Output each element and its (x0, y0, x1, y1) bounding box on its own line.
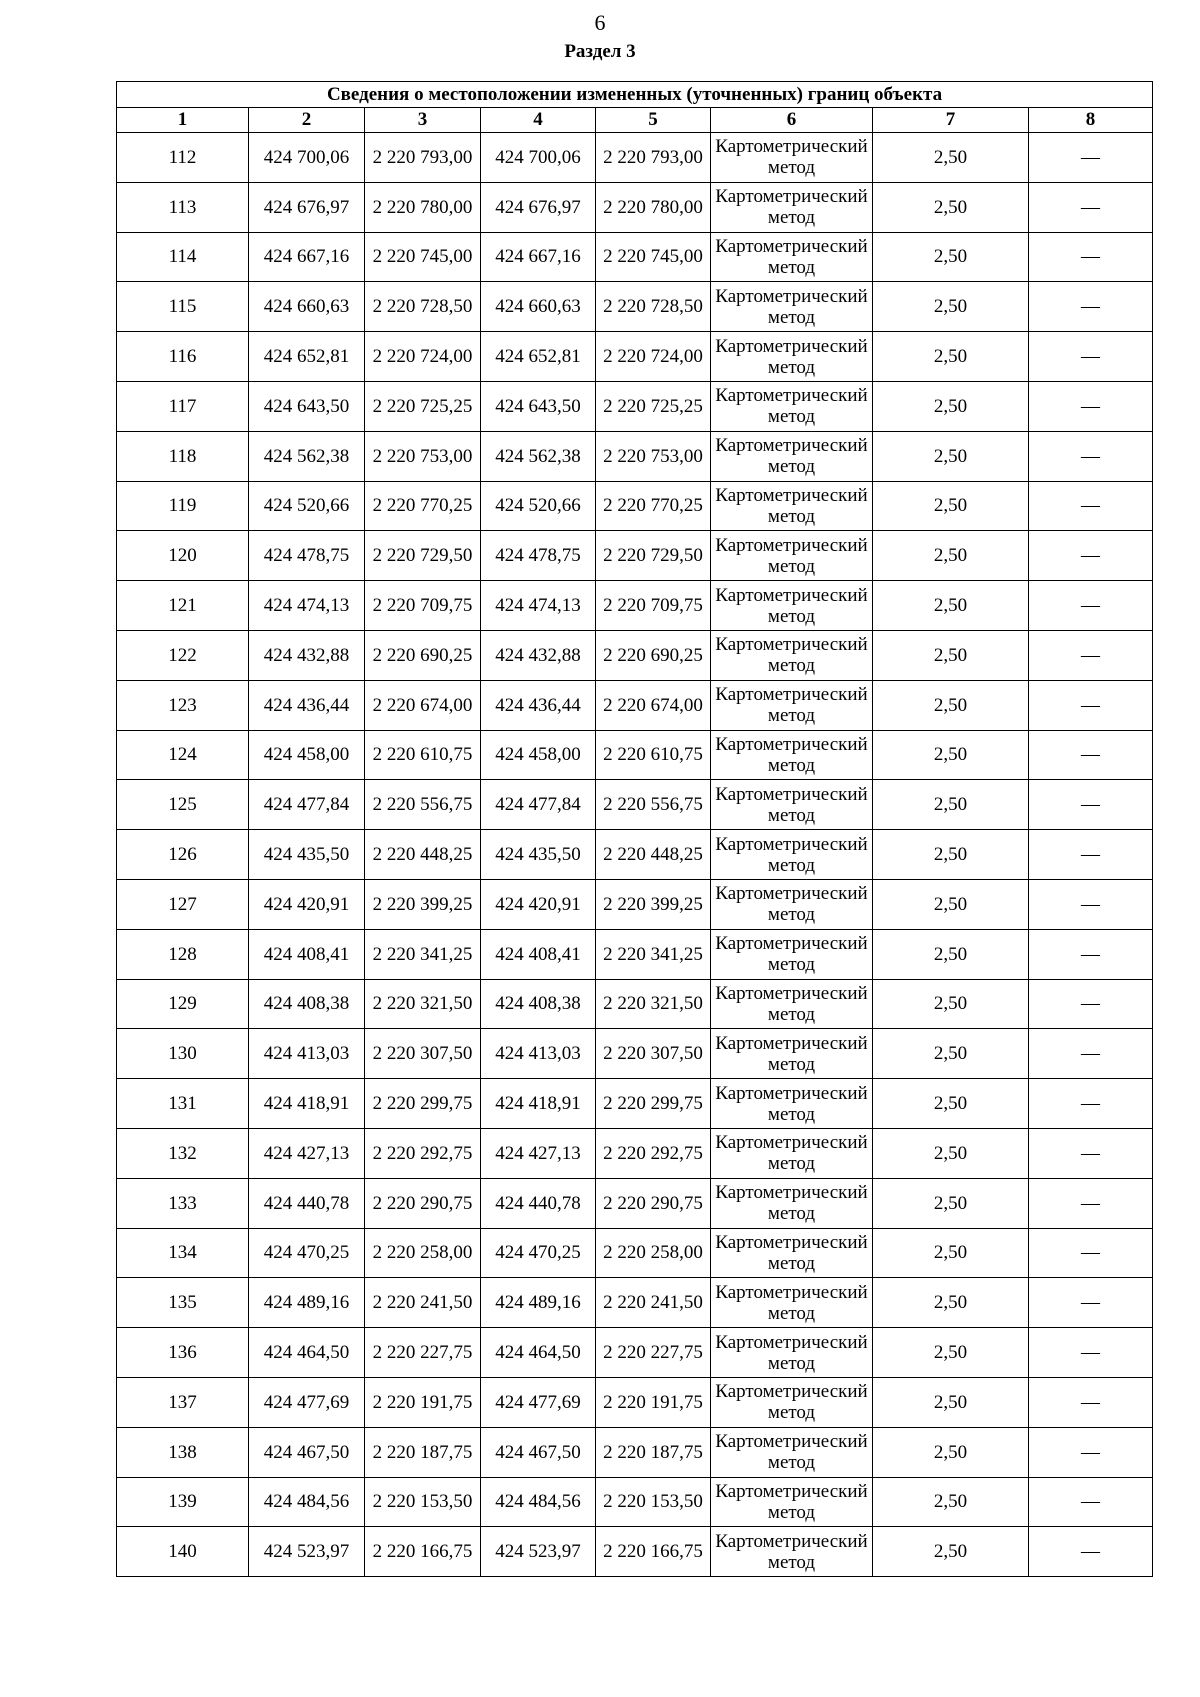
method-cell: Картометрический метод (711, 780, 873, 830)
refined-y-cell: 2 220 724,00 (596, 332, 711, 382)
existing-y-cell: 2 220 725,25 (365, 381, 481, 431)
existing-x-cell: 424 418,91 (249, 1079, 365, 1129)
refined-x-cell: 424 643,50 (481, 381, 596, 431)
accuracy-cell: 2,50 (873, 1527, 1029, 1577)
refined-x-cell: 424 436,44 (481, 680, 596, 730)
method-cell: Картометрический метод (711, 531, 873, 581)
existing-x-cell: 424 478,75 (249, 531, 365, 581)
refined-y-cell: 2 220 341,25 (596, 929, 711, 979)
table-row (117, 780, 1153, 830)
existing-y-cell: 2 220 770,25 (365, 481, 481, 531)
note-cell: — (1029, 680, 1153, 730)
table-row (117, 531, 1153, 581)
existing-x-cell: 424 652,81 (249, 332, 365, 382)
refined-x-cell: 424 667,16 (481, 232, 596, 282)
table-row (117, 1527, 1153, 1577)
table-row (117, 1029, 1153, 1079)
table-row (117, 282, 1153, 332)
point-number-cell: 131 (117, 1079, 249, 1129)
existing-x-cell: 424 676,97 (249, 182, 365, 232)
accuracy-cell: 2,50 (873, 232, 1029, 282)
accuracy-cell: 2,50 (873, 431, 1029, 481)
existing-y-cell: 2 220 399,25 (365, 879, 481, 929)
existing-x-cell: 424 643,50 (249, 381, 365, 431)
accuracy-cell: 2,50 (873, 182, 1029, 232)
table-row (117, 431, 1153, 481)
method-cell: Картометрический метод (711, 1278, 873, 1328)
existing-y-cell: 2 220 166,75 (365, 1527, 481, 1577)
existing-y-cell: 2 220 321,50 (365, 979, 481, 1029)
note-cell: — (1029, 1477, 1153, 1527)
table-row (117, 332, 1153, 382)
method-cell: Картометрический метод (711, 1527, 873, 1577)
existing-y-cell: 2 220 556,75 (365, 780, 481, 830)
existing-y-cell: 2 220 299,75 (365, 1079, 481, 1129)
note-cell: — (1029, 332, 1153, 382)
table-row (117, 1278, 1153, 1328)
refined-y-cell: 2 220 793,00 (596, 133, 711, 183)
accuracy-cell: 2,50 (873, 381, 1029, 431)
method-cell: Картометрический метод (711, 929, 873, 979)
accuracy-cell: 2,50 (873, 1427, 1029, 1477)
refined-x-cell: 424 413,03 (481, 1029, 596, 1079)
note-cell: — (1029, 1228, 1153, 1278)
table-caption: Сведения о местоположении измененных (уточненных) границ объекта (117, 82, 1153, 108)
table-row (117, 1079, 1153, 1129)
existing-y-cell: 2 220 690,25 (365, 630, 481, 680)
accuracy-cell: 2,50 (873, 282, 1029, 332)
point-number-cell: 136 (117, 1328, 249, 1378)
accuracy-cell: 2,50 (873, 1128, 1029, 1178)
note-cell: — (1029, 879, 1153, 929)
table-row (117, 1477, 1153, 1527)
refined-x-cell: 424 435,50 (481, 830, 596, 880)
method-cell: Картометрический метод (711, 481, 873, 531)
existing-y-cell: 2 220 793,00 (365, 133, 481, 183)
column-number-row (117, 108, 1153, 133)
point-number-cell: 118 (117, 431, 249, 481)
table-row (117, 680, 1153, 730)
method-cell: Картометрический метод (711, 830, 873, 880)
method-cell: Картометрический метод (711, 232, 873, 282)
accuracy-cell: 2,50 (873, 780, 1029, 830)
refined-x-cell: 424 520,66 (481, 481, 596, 531)
refined-x-cell: 424 470,25 (481, 1228, 596, 1278)
note-cell: — (1029, 780, 1153, 830)
method-cell: Картометрический метод (711, 1128, 873, 1178)
refined-y-cell: 2 220 307,50 (596, 1029, 711, 1079)
refined-y-cell: 2 220 745,00 (596, 232, 711, 282)
existing-x-cell: 424 474,13 (249, 581, 365, 631)
refined-x-cell: 424 458,00 (481, 730, 596, 780)
accuracy-cell: 2,50 (873, 1328, 1029, 1378)
refined-x-cell: 424 700,06 (481, 133, 596, 183)
existing-y-cell: 2 220 674,00 (365, 680, 481, 730)
existing-x-cell: 424 489,16 (249, 1278, 365, 1328)
existing-x-cell: 424 435,50 (249, 830, 365, 880)
existing-x-cell: 424 436,44 (249, 680, 365, 730)
column-number: 8 (1029, 108, 1153, 133)
column-number: 1 (117, 108, 249, 133)
point-number-cell: 138 (117, 1427, 249, 1477)
existing-x-cell: 424 464,50 (249, 1328, 365, 1378)
point-number-cell: 140 (117, 1527, 249, 1577)
method-cell: Картометрический метод (711, 1477, 873, 1527)
existing-y-cell: 2 220 724,00 (365, 332, 481, 382)
method-cell: Картометрический метод (711, 1228, 873, 1278)
note-cell: — (1029, 1029, 1153, 1079)
accuracy-cell: 2,50 (873, 680, 1029, 730)
existing-y-cell: 2 220 610,75 (365, 730, 481, 780)
note-cell: — (1029, 1527, 1153, 1577)
column-number: 6 (711, 108, 873, 133)
table-row (117, 979, 1153, 1029)
accuracy-cell: 2,50 (873, 1377, 1029, 1427)
note-cell: — (1029, 630, 1153, 680)
table-row (117, 481, 1153, 531)
note-cell: — (1029, 830, 1153, 880)
refined-x-cell: 424 489,16 (481, 1278, 596, 1328)
existing-x-cell: 424 440,78 (249, 1178, 365, 1228)
refined-y-cell: 2 220 674,00 (596, 680, 711, 730)
refined-y-cell: 2 220 299,75 (596, 1079, 711, 1129)
accuracy-cell: 2,50 (873, 1278, 1029, 1328)
existing-x-cell: 424 660,63 (249, 282, 365, 332)
refined-x-cell: 424 652,81 (481, 332, 596, 382)
refined-y-cell: 2 220 780,00 (596, 182, 711, 232)
note-cell: — (1029, 929, 1153, 979)
existing-y-cell: 2 220 153,50 (365, 1477, 481, 1527)
table-row (117, 1128, 1153, 1178)
accuracy-cell: 2,50 (873, 1477, 1029, 1527)
accuracy-cell: 2,50 (873, 481, 1029, 531)
refined-x-cell: 424 408,41 (481, 929, 596, 979)
existing-x-cell: 424 470,25 (249, 1228, 365, 1278)
point-number-cell: 117 (117, 381, 249, 431)
note-cell: — (1029, 730, 1153, 780)
existing-y-cell: 2 220 292,75 (365, 1128, 481, 1178)
accuracy-cell: 2,50 (873, 1079, 1029, 1129)
accuracy-cell: 2,50 (873, 879, 1029, 929)
existing-x-cell: 424 458,00 (249, 730, 365, 780)
table-row (117, 1178, 1153, 1228)
accuracy-cell: 2,50 (873, 1178, 1029, 1228)
refined-x-cell: 424 432,88 (481, 630, 596, 680)
method-cell: Картометрический метод (711, 431, 873, 481)
accuracy-cell: 2,50 (873, 133, 1029, 183)
method-cell: Картометрический метод (711, 581, 873, 631)
table-row (117, 182, 1153, 232)
table-row (117, 1228, 1153, 1278)
point-number-cell: 137 (117, 1377, 249, 1427)
method-cell: Картометрический метод (711, 730, 873, 780)
existing-x-cell: 424 700,06 (249, 133, 365, 183)
refined-y-cell: 2 220 770,25 (596, 481, 711, 531)
existing-y-cell: 2 220 728,50 (365, 282, 481, 332)
refined-x-cell: 424 440,78 (481, 1178, 596, 1228)
refined-y-cell: 2 220 399,25 (596, 879, 711, 929)
accuracy-cell: 2,50 (873, 1029, 1029, 1079)
point-number-cell: 133 (117, 1178, 249, 1228)
existing-x-cell: 424 420,91 (249, 879, 365, 929)
point-number-cell: 124 (117, 730, 249, 780)
note-cell: — (1029, 133, 1153, 183)
refined-x-cell: 424 478,75 (481, 531, 596, 581)
refined-x-cell: 424 418,91 (481, 1079, 596, 1129)
column-number: 7 (873, 108, 1029, 133)
point-number-cell: 114 (117, 232, 249, 282)
method-cell: Картометрический метод (711, 1328, 873, 1378)
method-cell: Картометрический метод (711, 133, 873, 183)
accuracy-cell: 2,50 (873, 581, 1029, 631)
existing-x-cell: 424 408,41 (249, 929, 365, 979)
point-number-cell: 126 (117, 830, 249, 880)
table-row (117, 232, 1153, 282)
existing-x-cell: 424 467,50 (249, 1427, 365, 1477)
existing-y-cell: 2 220 191,75 (365, 1377, 481, 1427)
refined-y-cell: 2 220 728,50 (596, 282, 711, 332)
existing-y-cell: 2 220 258,00 (365, 1228, 481, 1278)
point-number-cell: 122 (117, 630, 249, 680)
point-number-cell: 129 (117, 979, 249, 1029)
refined-y-cell: 2 220 556,75 (596, 780, 711, 830)
refined-y-cell: 2 220 153,50 (596, 1477, 711, 1527)
method-cell: Картометрический метод (711, 1427, 873, 1477)
table-caption-row (117, 82, 1153, 108)
existing-x-cell: 424 484,56 (249, 1477, 365, 1527)
refined-y-cell: 2 220 292,75 (596, 1128, 711, 1178)
point-number-cell: 119 (117, 481, 249, 531)
refined-x-cell: 424 474,13 (481, 581, 596, 631)
note-cell: — (1029, 979, 1153, 1029)
existing-x-cell: 424 413,03 (249, 1029, 365, 1079)
point-number-cell: 128 (117, 929, 249, 979)
existing-x-cell: 424 520,66 (249, 481, 365, 531)
note-cell: — (1029, 431, 1153, 481)
column-number: 4 (481, 108, 596, 133)
point-number-cell: 123 (117, 680, 249, 730)
accuracy-cell: 2,50 (873, 979, 1029, 1029)
existing-x-cell: 424 427,13 (249, 1128, 365, 1178)
column-number: 2 (249, 108, 365, 133)
existing-y-cell: 2 220 241,50 (365, 1278, 481, 1328)
existing-y-cell: 2 220 290,75 (365, 1178, 481, 1228)
existing-y-cell: 2 220 753,00 (365, 431, 481, 481)
note-cell: — (1029, 1377, 1153, 1427)
refined-y-cell: 2 220 187,75 (596, 1427, 711, 1477)
method-cell: Картометрический метод (711, 1377, 873, 1427)
refined-y-cell: 2 220 191,75 (596, 1377, 711, 1427)
point-number-cell: 139 (117, 1477, 249, 1527)
accuracy-cell: 2,50 (873, 1228, 1029, 1278)
existing-x-cell: 424 667,16 (249, 232, 365, 282)
point-number-cell: 120 (117, 531, 249, 581)
existing-x-cell: 424 477,84 (249, 780, 365, 830)
table-row (117, 929, 1153, 979)
point-number-cell: 125 (117, 780, 249, 830)
refined-y-cell: 2 220 709,75 (596, 581, 711, 631)
point-number-cell: 132 (117, 1128, 249, 1178)
existing-y-cell: 2 220 448,25 (365, 830, 481, 880)
table-body (117, 133, 1153, 1577)
refined-y-cell: 2 220 241,50 (596, 1278, 711, 1328)
method-cell: Картометрический метод (711, 1029, 873, 1079)
refined-y-cell: 2 220 729,50 (596, 531, 711, 581)
note-cell: — (1029, 182, 1153, 232)
method-cell: Картометрический метод (711, 282, 873, 332)
existing-y-cell: 2 220 709,75 (365, 581, 481, 631)
refined-x-cell: 424 467,50 (481, 1427, 596, 1477)
table-row (117, 730, 1153, 780)
note-cell: — (1029, 481, 1153, 531)
note-cell: — (1029, 1178, 1153, 1228)
existing-x-cell: 424 432,88 (249, 630, 365, 680)
table-row (117, 133, 1153, 183)
column-number: 3 (365, 108, 481, 133)
refined-x-cell: 424 477,84 (481, 780, 596, 830)
point-number-cell: 113 (117, 182, 249, 232)
method-cell: Картометрический метод (711, 879, 873, 929)
refined-y-cell: 2 220 725,25 (596, 381, 711, 431)
table-row (117, 581, 1153, 631)
note-cell: — (1029, 531, 1153, 581)
method-cell: Картометрический метод (711, 630, 873, 680)
refined-x-cell: 424 676,97 (481, 182, 596, 232)
refined-x-cell: 424 477,69 (481, 1377, 596, 1427)
table-row (117, 381, 1153, 431)
accuracy-cell: 2,50 (873, 830, 1029, 880)
accuracy-cell: 2,50 (873, 531, 1029, 581)
refined-x-cell: 424 562,38 (481, 431, 596, 481)
note-cell: — (1029, 1079, 1153, 1129)
note-cell: — (1029, 381, 1153, 431)
existing-y-cell: 2 220 745,00 (365, 232, 481, 282)
refined-y-cell: 2 220 258,00 (596, 1228, 711, 1278)
method-cell: Картометрический метод (711, 979, 873, 1029)
point-number-cell: 134 (117, 1228, 249, 1278)
point-number-cell: 115 (117, 282, 249, 332)
table-row (117, 1377, 1153, 1427)
refined-x-cell: 424 660,63 (481, 282, 596, 332)
refined-x-cell: 424 408,38 (481, 979, 596, 1029)
table-row (117, 879, 1153, 929)
existing-y-cell: 2 220 729,50 (365, 531, 481, 581)
method-cell: Картометрический метод (711, 182, 873, 232)
refined-x-cell: 424 420,91 (481, 879, 596, 929)
refined-y-cell: 2 220 166,75 (596, 1527, 711, 1577)
refined-y-cell: 2 220 227,75 (596, 1328, 711, 1378)
table-row (117, 1328, 1153, 1378)
table-row (117, 630, 1153, 680)
accuracy-cell: 2,50 (873, 332, 1029, 382)
note-cell: — (1029, 232, 1153, 282)
table-row (117, 1427, 1153, 1477)
refined-y-cell: 2 220 290,75 (596, 1178, 711, 1228)
note-cell: — (1029, 581, 1153, 631)
existing-x-cell: 424 408,38 (249, 979, 365, 1029)
method-cell: Картометрический метод (711, 1079, 873, 1129)
point-number-cell: 121 (117, 581, 249, 631)
refined-x-cell: 424 427,13 (481, 1128, 596, 1178)
existing-x-cell: 424 523,97 (249, 1527, 365, 1577)
method-cell: Картометрический метод (711, 381, 873, 431)
page-number: 6 (594, 10, 606, 35)
existing-x-cell: 424 477,69 (249, 1377, 365, 1427)
refined-x-cell: 424 484,56 (481, 1477, 596, 1527)
existing-y-cell: 2 220 307,50 (365, 1029, 481, 1079)
existing-y-cell: 2 220 780,00 (365, 182, 481, 232)
accuracy-cell: 2,50 (873, 630, 1029, 680)
refined-x-cell: 424 523,97 (481, 1527, 596, 1577)
existing-y-cell: 2 220 341,25 (365, 929, 481, 979)
point-number-cell: 112 (117, 133, 249, 183)
table-row (117, 830, 1153, 880)
point-number-cell: 127 (117, 879, 249, 929)
existing-y-cell: 2 220 227,75 (365, 1328, 481, 1378)
refined-y-cell: 2 220 321,50 (596, 979, 711, 1029)
refined-y-cell: 2 220 448,25 (596, 830, 711, 880)
accuracy-cell: 2,50 (873, 929, 1029, 979)
note-cell: — (1029, 282, 1153, 332)
point-number-cell: 135 (117, 1278, 249, 1328)
existing-y-cell: 2 220 187,75 (365, 1427, 481, 1477)
existing-x-cell: 424 562,38 (249, 431, 365, 481)
method-cell: Картометрический метод (711, 332, 873, 382)
note-cell: — (1029, 1427, 1153, 1477)
method-cell: Картометрический метод (711, 1178, 873, 1228)
section-title: Раздел 3 (564, 41, 636, 62)
note-cell: — (1029, 1328, 1153, 1378)
refined-y-cell: 2 220 690,25 (596, 630, 711, 680)
boundary-coordinates-table (116, 81, 1153, 1577)
note-cell: — (1029, 1128, 1153, 1178)
refined-y-cell: 2 220 753,00 (596, 431, 711, 481)
accuracy-cell: 2,50 (873, 730, 1029, 780)
method-cell: Картометрический метод (711, 680, 873, 730)
note-cell: — (1029, 1278, 1153, 1328)
refined-y-cell: 2 220 610,75 (596, 730, 711, 780)
column-number: 5 (596, 108, 711, 133)
point-number-cell: 130 (117, 1029, 249, 1079)
point-number-cell: 116 (117, 332, 249, 382)
refined-x-cell: 424 464,50 (481, 1328, 596, 1378)
